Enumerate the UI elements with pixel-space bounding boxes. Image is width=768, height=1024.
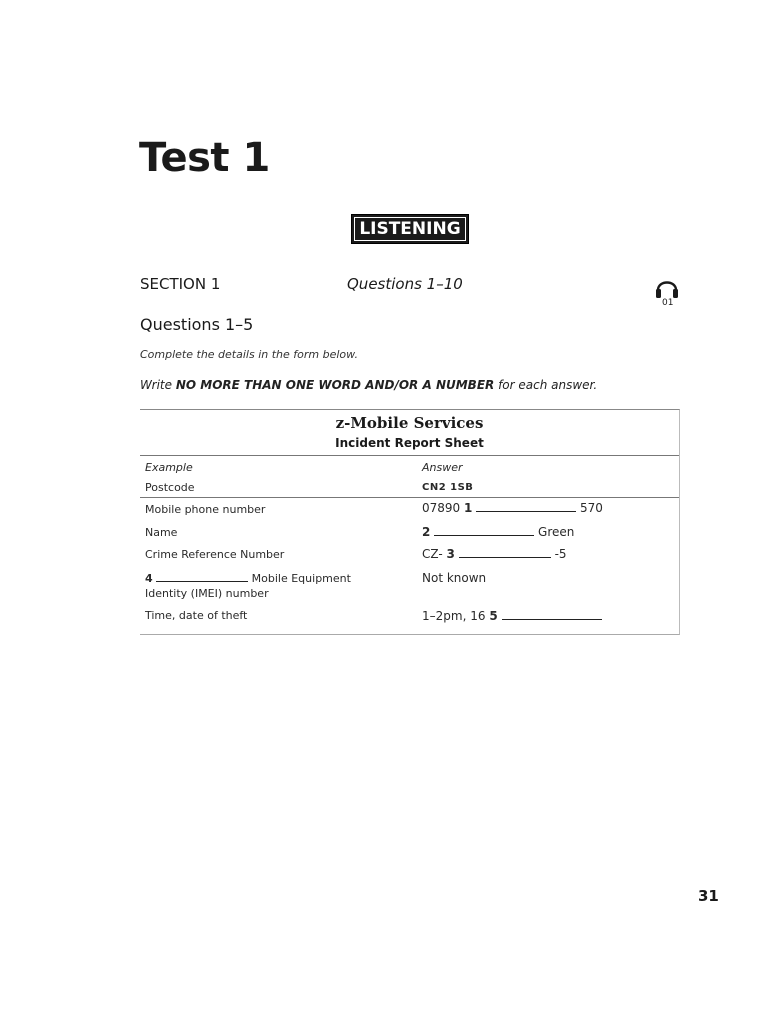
form-divider [140,497,679,498]
imei-label: 4 Mobile Equipment [145,572,351,585]
postcode-answer: CN2 1SB [422,482,474,493]
name-label: Name [145,526,178,539]
page-title: Test 1 [139,135,270,181]
postcode-label: Postcode [145,481,195,494]
mobile-phone-answer: 07890 1 570 [422,501,603,515]
instruction-complete-form: Complete the details in the form below. [140,348,358,361]
form-divider [140,455,679,456]
imei-answer: Not known [422,571,487,585]
name-answer: 2 Green [422,525,575,539]
example-column-header: Example [145,461,193,474]
answer-column-header: Answer [422,461,463,474]
crime-reference-answer: CZ- 3 -5 [422,547,567,561]
answer-blank-3[interactable] [459,547,551,558]
instruction-word-limit: Write NO MORE THAN ONE WORD AND/OR A NUMBER for each answer. [140,378,598,392]
answer-blank-2[interactable] [434,525,534,536]
answer-blank-4[interactable] [156,571,248,582]
page-number: 31 [698,887,719,905]
section-label: SECTION 1 [140,275,221,293]
time-date-answer: 1–2pm, 16 5 [422,609,602,623]
mobile-phone-label: Mobile phone number [145,503,266,516]
form-subtitle: Incident Report Sheet [335,436,484,450]
audio-track-number: 01 [662,298,674,308]
listening-badge: LISTENING [351,214,469,244]
imei-label-line2: Identity (IMEI) number [145,587,269,600]
answer-blank-5[interactable] [502,609,602,620]
crime-reference-label: Crime Reference Number [145,548,285,561]
questions-heading: Questions 1–5 [140,315,254,334]
section-questions-range: Questions 1–10 [347,275,463,293]
time-date-label: Time, date of theft [145,609,248,622]
answer-blank-1[interactable] [476,501,576,512]
form-title: z-Mobile Services [335,414,484,432]
